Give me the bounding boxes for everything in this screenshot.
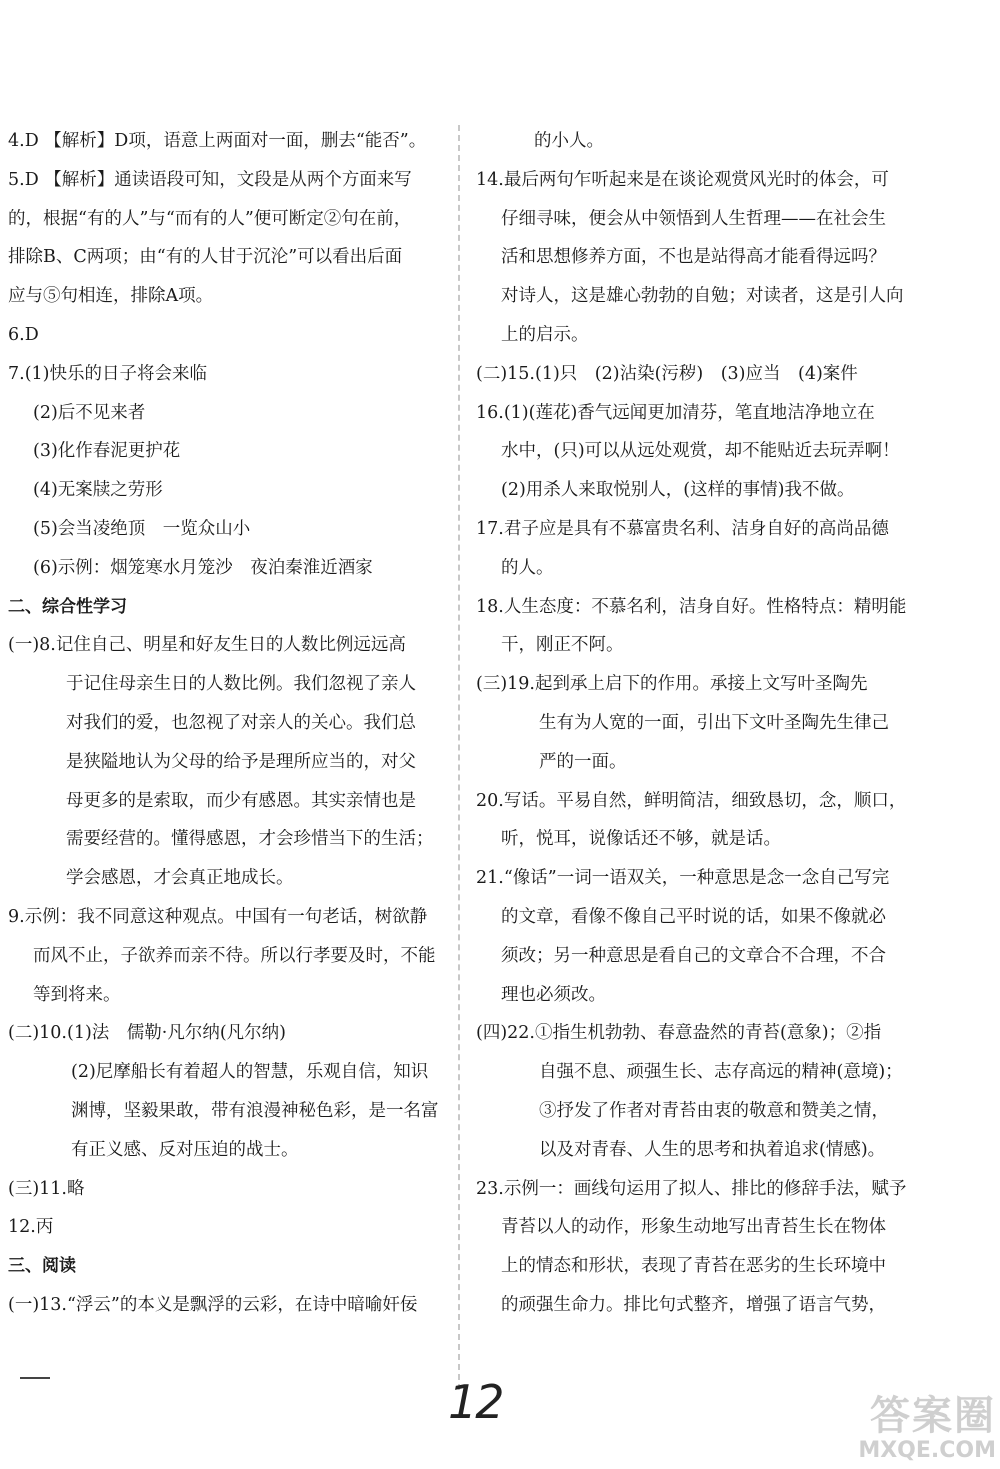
- text-line: 16.(1)(莲花)香气远闻更加清芬，笔直地洁净地立在: [476, 402, 875, 423]
- watermark-logo: [796, 1394, 996, 1466]
- text-line: (二)15.(1)只 (2)沾染(污秽) (3)应当 (4)案件: [476, 363, 858, 384]
- text-line: 的，根据“有的人”与“而有的人”便可断定②句在前，: [8, 208, 412, 229]
- watermark-text: 答案圈: [870, 1393, 996, 1439]
- text-line: 的人。: [501, 557, 554, 578]
- text-line: 自强不息、顽强生长、志存高远的精神(意境)；: [539, 1062, 903, 1083]
- text-line: 9.示例：我不同意这种观点。中国有一句老话，树欲静: [8, 906, 428, 927]
- text-line: 应与⑤句相连，排除A项。: [8, 286, 214, 307]
- text-line: 渊博，坚毅果敢，带有浪漫神秘色彩，是一名富: [71, 1100, 439, 1121]
- text-line: 的文章，看像不像自己平时说的话，如果不像就必: [501, 906, 886, 927]
- text-line: (二)10.(1)法 儒勒·凡尔纳(凡尔纳): [8, 1023, 286, 1044]
- text-line: 需要经营的。懂得感恩，才会珍惜当下的生活；: [66, 829, 434, 850]
- text-line: 严的一面。: [539, 751, 627, 772]
- right-column: [476, 122, 996, 1325]
- text-line: 学会感恩，才会真正地成长。: [66, 868, 294, 889]
- text-line: (5)会当凌绝顶 一览众山小: [33, 518, 251, 539]
- text-line: ③抒发了作者对青苔由衷的敬意和赞美之情，: [539, 1100, 889, 1121]
- section-heading: 三、阅读: [8, 1256, 76, 1277]
- text-line: 须改；另一种意思是看自己的文章合不合理，不合: [501, 945, 886, 966]
- text-line: (三)19.起到承上启下的作用。承接上文写叶圣陶先: [476, 674, 868, 695]
- page-number: 12: [448, 1375, 503, 1429]
- text-line: (4)无案牍之劳形: [33, 480, 163, 501]
- section-heading: 二、综合性学习: [8, 596, 127, 617]
- text-line: 对我们的爱，也忽视了对亲人的关心。我们总: [66, 712, 416, 733]
- text-line: (3)化作春泥更护花: [33, 441, 181, 462]
- text-line: 14.最后两句乍听起来是在谈论观赏风光时的体会，可: [476, 169, 889, 190]
- text-line: (2)用杀人来取悦别人，(这样的事情)我不做。: [501, 480, 855, 501]
- text-line: 活和思想修养方面，不也是站得高才能看得远吗？: [501, 247, 886, 268]
- text-line: 生有为人宽的一面，引出下文叶圣陶先生律己: [539, 712, 889, 733]
- text-line: 以及对青春、人生的思考和执着追求(情感)。: [539, 1139, 886, 1160]
- text-line: 5.D 【解析】通读语段可知，文段是从两个方面来写: [8, 169, 412, 190]
- text-line: 6.D: [8, 324, 39, 345]
- text-line: 青苔以人的动作，形象生动地写出青苔生长在物体: [501, 1217, 886, 1238]
- text-line: (2)后不见来者: [33, 402, 146, 423]
- text-line: (三)11.略: [8, 1178, 85, 1199]
- text-line: 理也必须改。: [501, 984, 606, 1005]
- text-line: 母更多的是索取，而少有感恩。其实亲情也是: [66, 790, 416, 811]
- text-line: 干，刚正不阿。: [501, 635, 624, 656]
- text-line: (一)8.记住自己、明星和好友生日的人数比例远远高: [8, 635, 406, 656]
- text-line: 上的情态和形状，表现了青苔在恶劣的生长环境中: [501, 1256, 886, 1277]
- left-column: [8, 122, 448, 1325]
- text-line: 而风不止，子欲养而亲不待。所以行孝要及时，不能: [33, 945, 436, 966]
- text-line: (四)22.①指生机勃勃、春意盎然的青苔(意象)；②指: [476, 1023, 882, 1044]
- footer-rule: [20, 1377, 50, 1379]
- text-line: 等到将来。: [33, 984, 121, 1005]
- text-line: 7.(1)快乐的日子将会来临: [8, 363, 207, 384]
- text-line: 听，悦耳，说像话还不够，就是话。: [501, 829, 781, 850]
- text-line: 于记住母亲生日的人数比例。我们忽视了亲人: [66, 674, 416, 695]
- text-line: 上的启示。: [501, 324, 589, 345]
- text-line: 20.写话。平易自然，鲜明简洁，细致恳切，念，顺口，: [476, 790, 907, 811]
- column-divider: [458, 125, 460, 1390]
- text-line: 21.“像话”一词一语双关，一种意思是念一念自己写完: [476, 868, 890, 889]
- text-line: 12.丙: [8, 1217, 54, 1238]
- text-line: 有正义感、反对压迫的战士。: [71, 1139, 299, 1160]
- watermark-url: MXQE.COM: [858, 1438, 996, 1463]
- text-line: 水中，(只)可以从远处观赏，却不能贴近去玩弄啊！: [501, 441, 900, 462]
- text-line: 的小人。: [534, 131, 604, 151]
- text-line: 仔细寻味，便会从中领悟到人生哲理——在社会生: [501, 208, 886, 229]
- text-line: (2)尼摩船长有着超人的智慧，乐观自信，知识: [71, 1062, 429, 1083]
- text-line: 17.君子应是具有不慕富贵名利、洁身自好的高尚品德: [476, 518, 889, 539]
- text-line: 对诗人，这是雄心勃勃的自勉；对读者，这是引人向: [501, 286, 904, 307]
- text-line: 排除B、C两项；由“有的人甘于沉沦”可以看出后面: [8, 247, 403, 268]
- text-line: (一)13.“浮云”的本义是飘浮的云彩，在诗中暗喻奸佞: [8, 1294, 418, 1315]
- text-line: 23.示例一：画线句运用了拟人、排比的修辞手法，赋予: [476, 1178, 907, 1199]
- text-line: 18.人生态度：不慕名利，洁身自好。性格特点：精明能: [476, 596, 907, 617]
- text-line: 4.D 【解析】D项，语意上两面对一面，删去“能否”。: [8, 131, 427, 151]
- text-line: 是狭隘地认为父母的给予是理所应当的，对父: [66, 751, 416, 772]
- text-line: (6)示例：烟笼寒水月笼沙 夜泊秦淮近酒家: [33, 557, 373, 578]
- text-line: 的顽强生命力。排比句式整齐，增强了语言气势，: [501, 1294, 886, 1315]
